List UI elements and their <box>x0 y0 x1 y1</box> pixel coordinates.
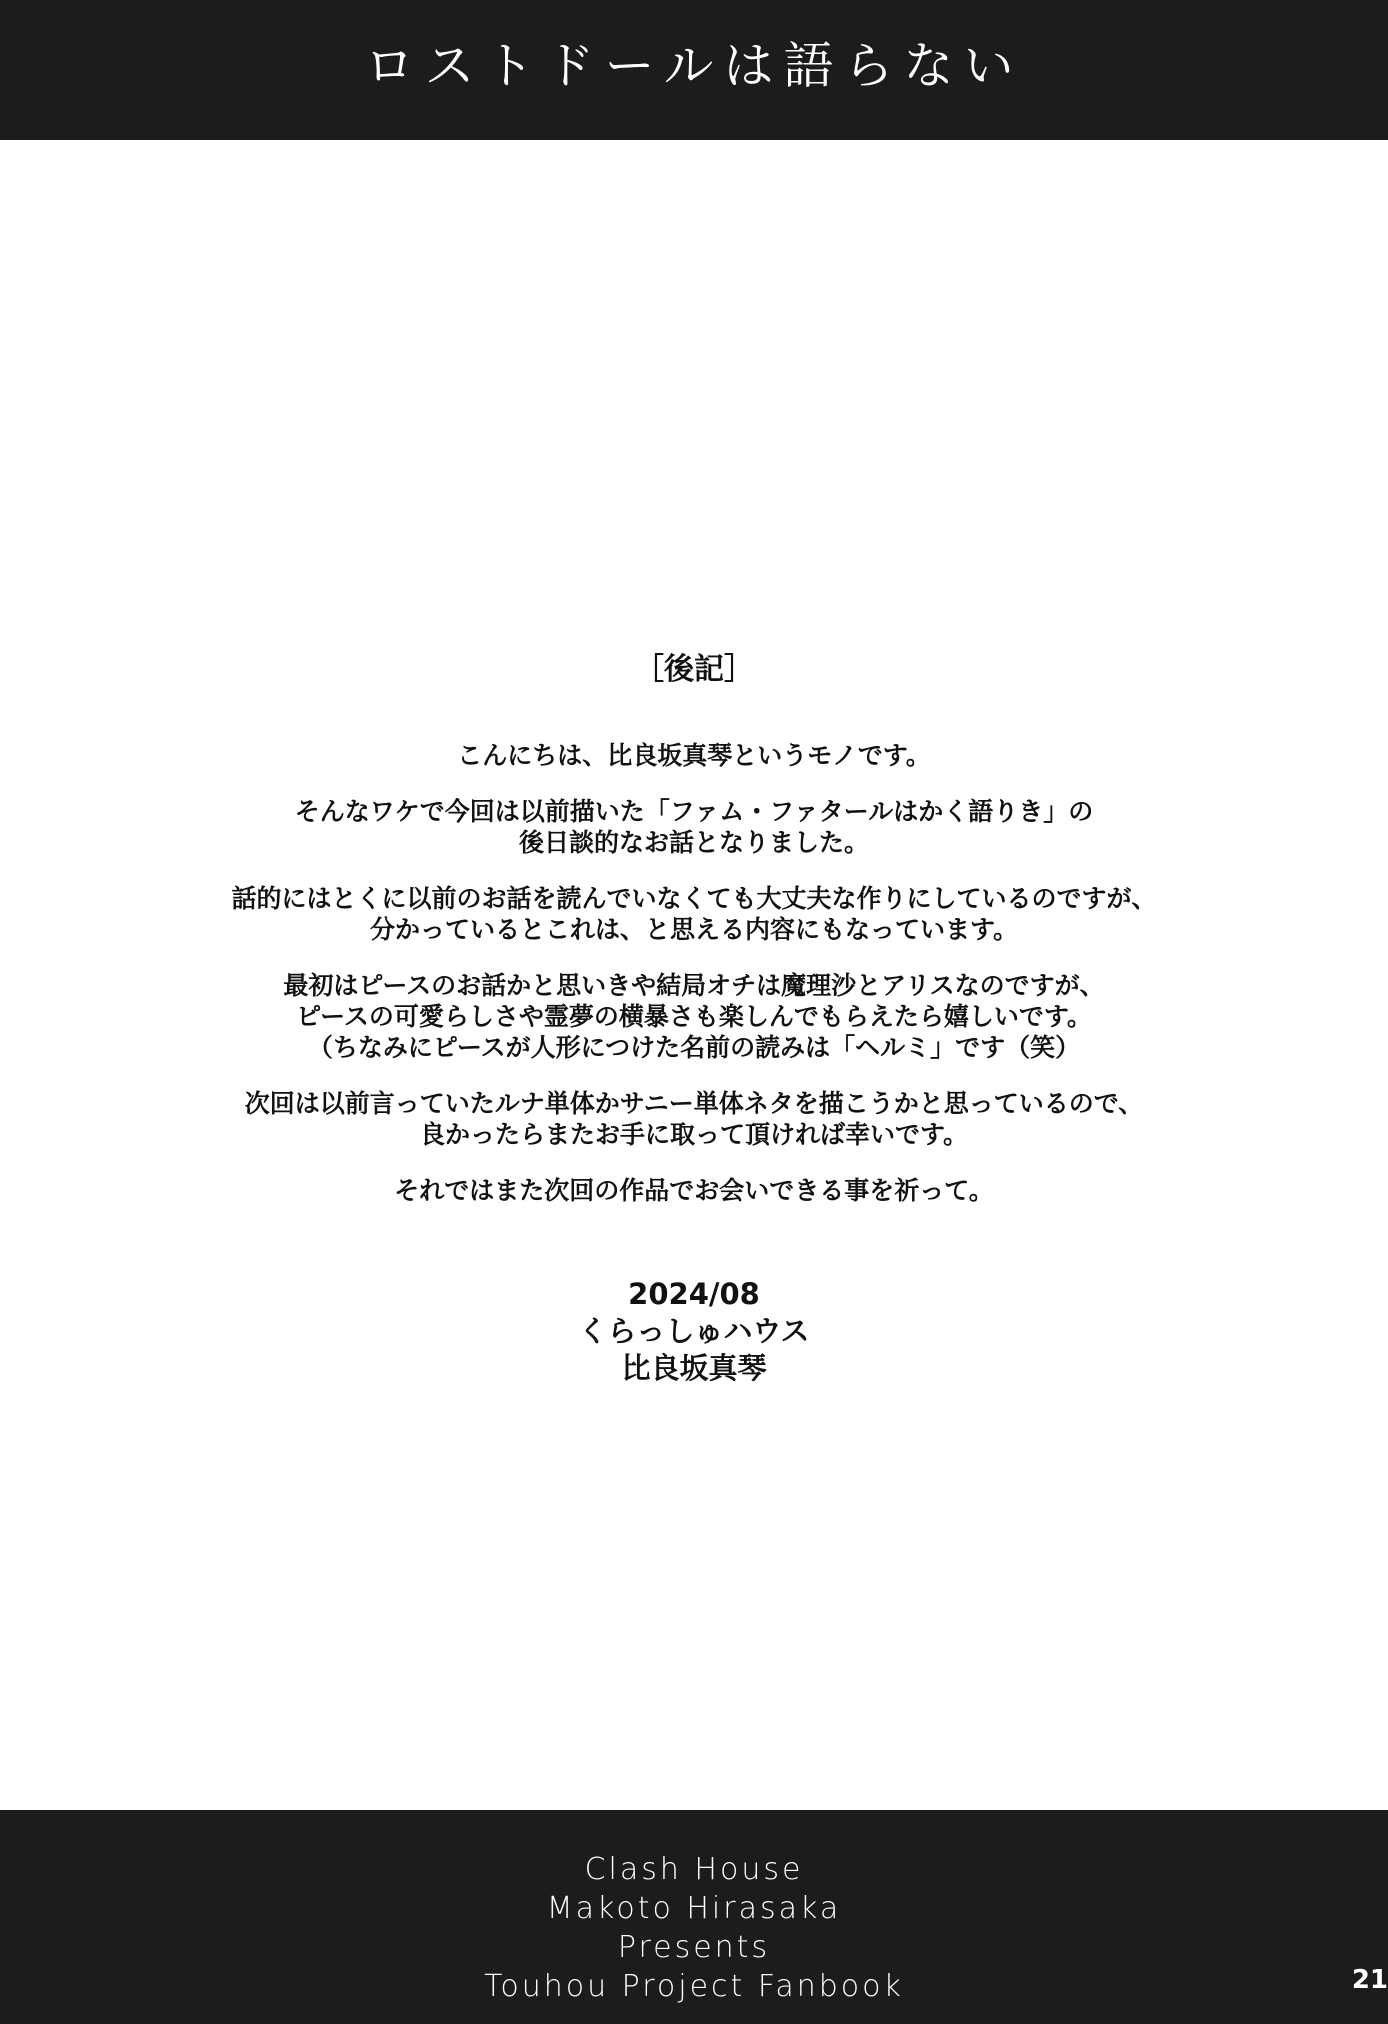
paragraph-story <box>0 883 1388 945</box>
signature <box>0 1276 1388 1387</box>
page-number: 21 <box>1351 1965 1388 1995</box>
paragraph-line: そんなワケで今回は以前描いた「ファム・ファタールはかく語りき」の <box>294 797 1094 826</box>
footer-credit-line: Makoto Hirasaka <box>546 1891 842 1926</box>
paragraph-line: 分かっているとこれは、と思える内容にもなっています。 <box>369 915 1018 944</box>
footer-credit-line: Touhou Project Fanbook <box>484 1969 904 2004</box>
paragraph-characters <box>0 970 1388 1063</box>
footer-credit-line: Presents <box>617 1930 771 1965</box>
paragraph-line: 良かったらまたお手に取って頂ければ幸いです。 <box>419 1120 968 1149</box>
signature-date: 2024/08 <box>628 1277 760 1311</box>
page-title: ロストドールは語らない <box>364 37 1024 95</box>
footer-credits <box>0 1850 1388 2006</box>
paragraph-line: こんにちは、比良坂真琴というモノです。 <box>457 741 931 770</box>
paragraph-closing <box>0 1175 1388 1206</box>
paragraph-line: 最初はピースのお話かと思いきや結局オチは魔理沙とアリスなのですが、 <box>283 971 1105 1000</box>
paragraph-line: ピースの可愛らしさや霊夢の横暴さも楽しんでもらえたら嬉しいです。 <box>296 1002 1092 1031</box>
signature-author: 比良坂真琴 <box>621 1351 767 1385</box>
paragraph-greeting <box>0 740 1388 771</box>
signature-circle: くらっしゅハウス <box>578 1314 810 1348</box>
paragraph-line: （ちなみにピースが人形につけた名前の読みは「ヘルミ」です（笑） <box>307 1033 1081 1062</box>
paragraph-line: それではまた次回の作品でお会いできる事を祈って。 <box>394 1176 994 1205</box>
footer-credit-line: Clash House <box>584 1852 804 1887</box>
paragraph-sequel <box>0 796 1388 858</box>
section-heading: ［後記］ <box>634 652 754 687</box>
paragraph-line: 後日談的なお話となりました。 <box>518 828 869 857</box>
afterword <box>0 650 1388 1231</box>
paragraph-next-work <box>0 1088 1388 1150</box>
paragraph-line: 次回は以前言っていたルナ単体かサニー単体ネタを描こうかと思っているので、 <box>244 1089 1144 1118</box>
paragraph-line: 話的にはとくに以前のお話を読んでいなくても大丈夫な作りにしているのですが、 <box>231 884 1157 913</box>
